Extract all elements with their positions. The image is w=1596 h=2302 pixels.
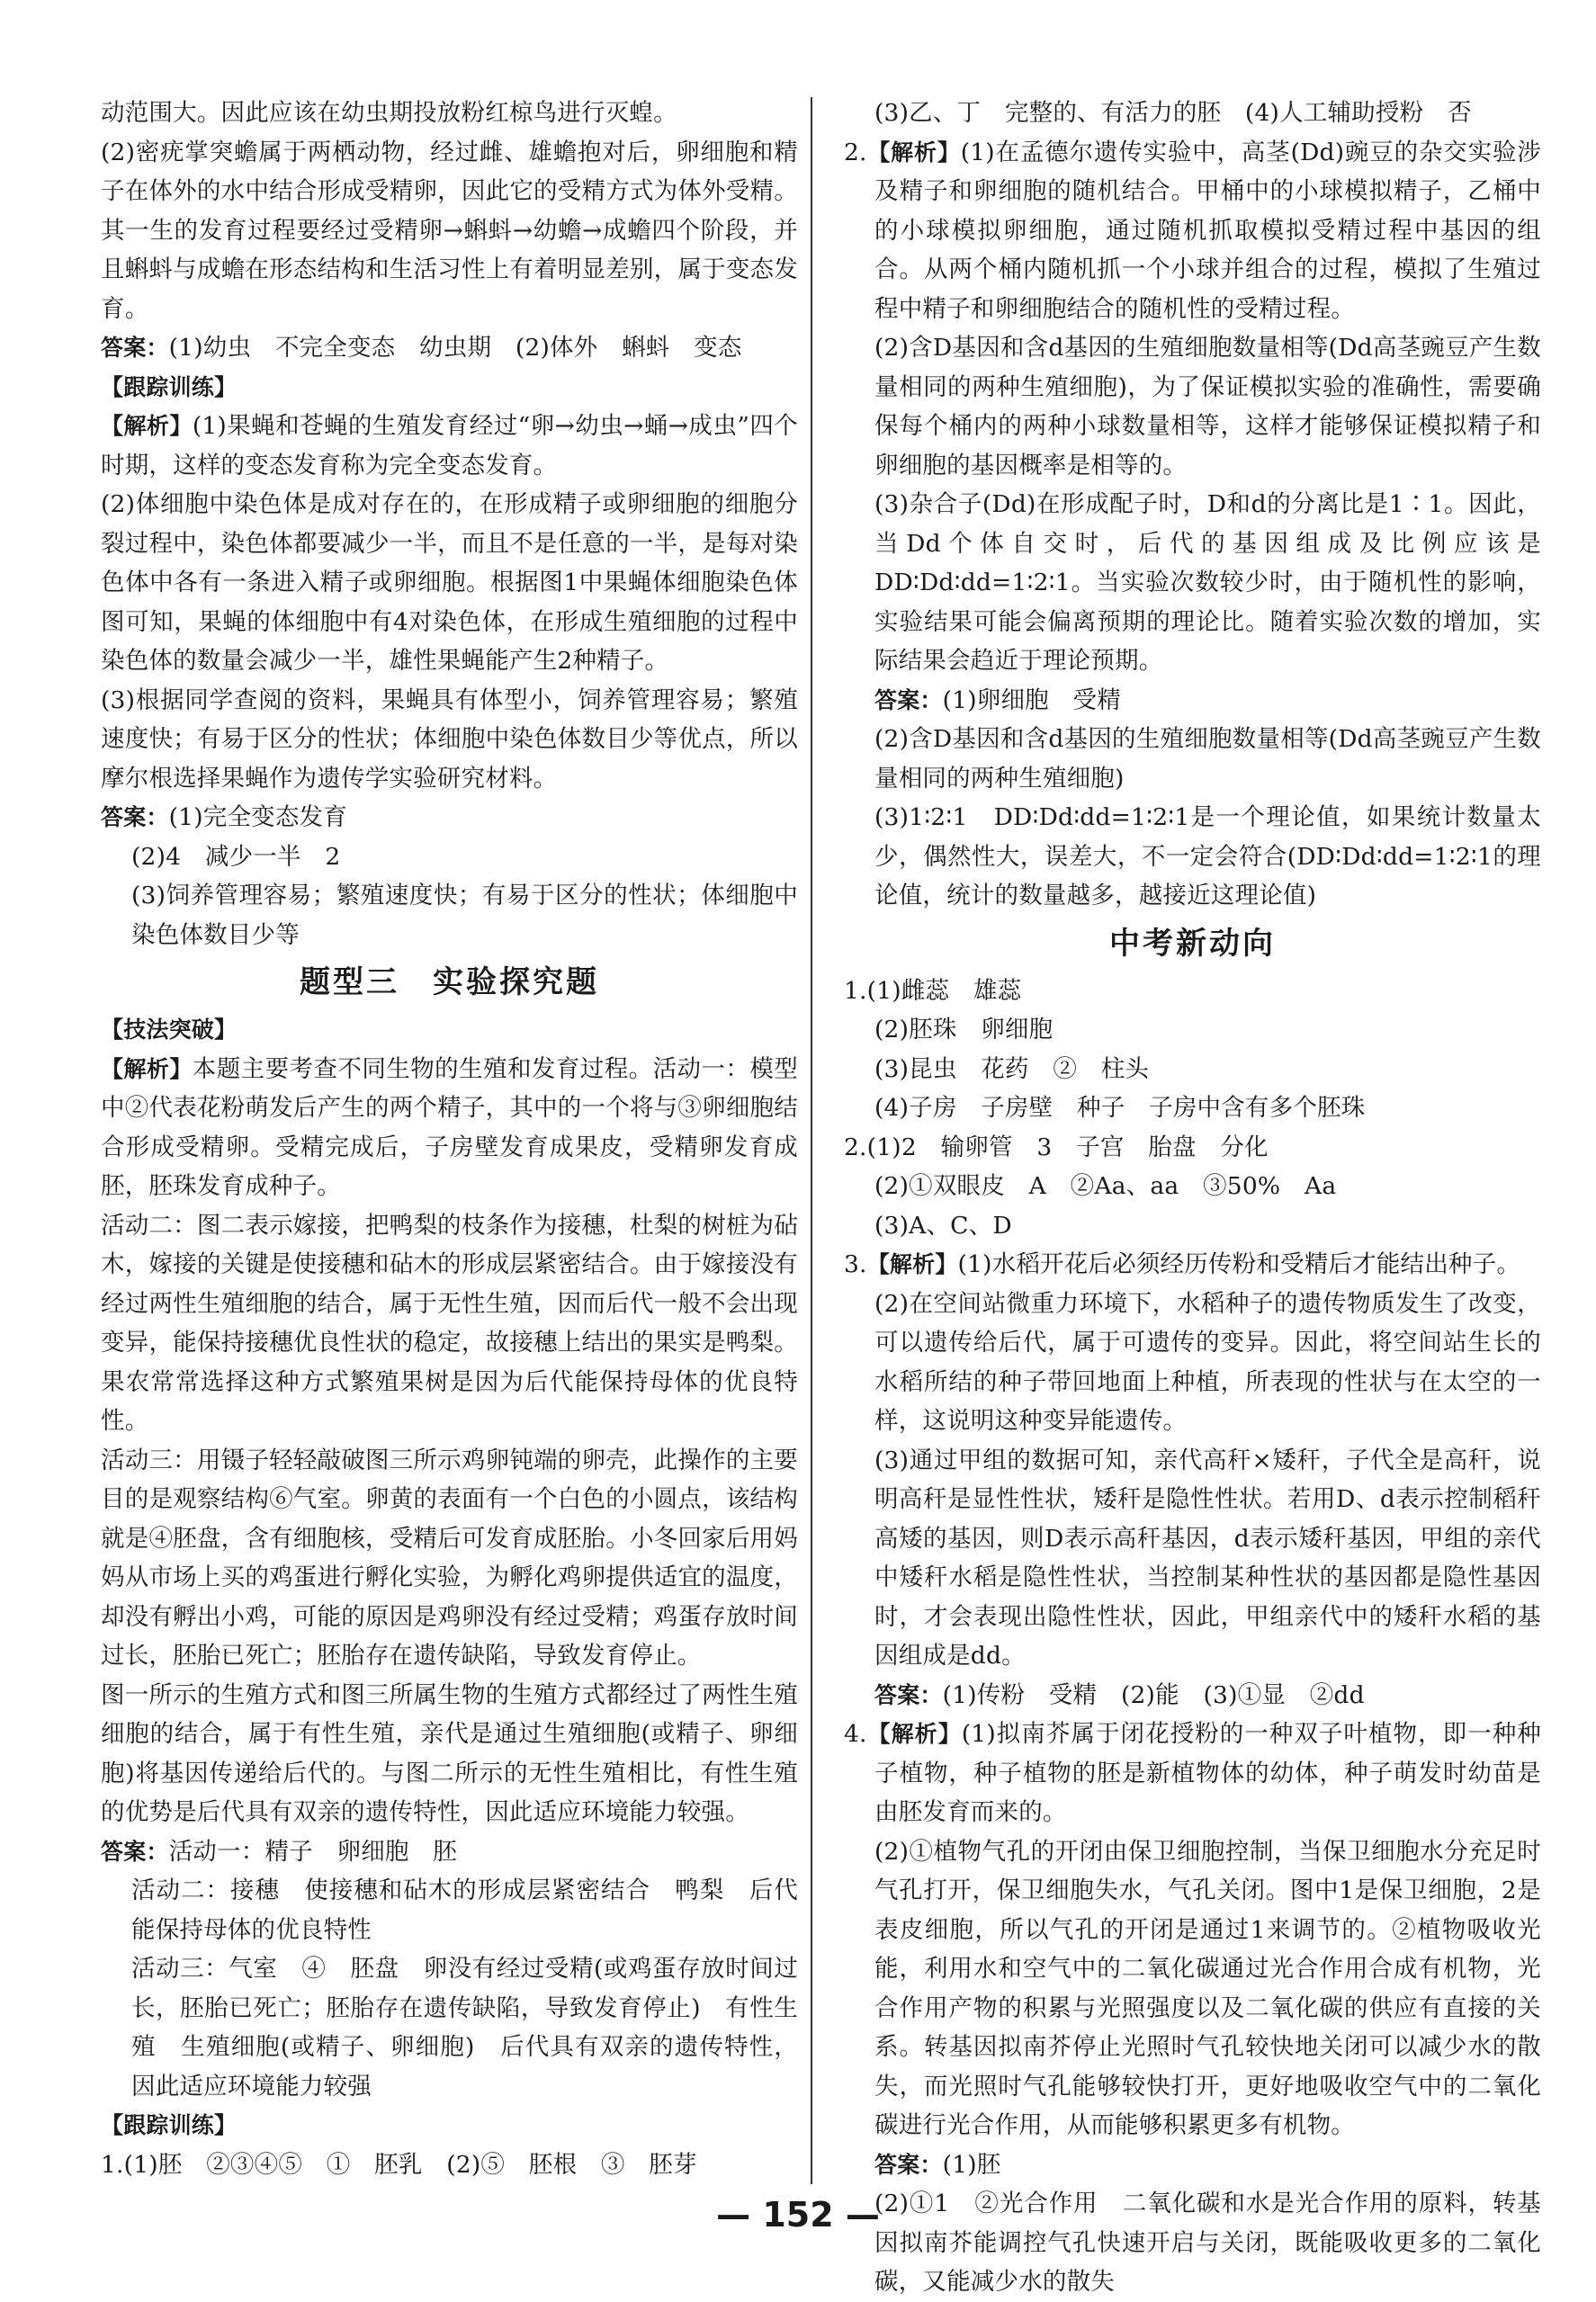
- answer-label: 答案：: [101, 1838, 169, 1865]
- paragraph: (2)4 减少一半 2: [131, 842, 341, 871]
- subsection-tag: 【跟踪训练】: [101, 2112, 238, 2138]
- paragraph: 动范围大。因此应该在幼虫期投放粉红椋鸟进行灭蝗。: [101, 99, 677, 127]
- subsection-tag: 【跟踪训练】: [101, 373, 238, 400]
- analysis-label: 【解析】: [866, 1721, 962, 1747]
- answer-label: 答案：: [874, 2151, 943, 2178]
- paragraph: (3)根据同学查阅的资料，果蝇具有体型小，饲养管理容易；繁殖速度快；有易于区分的性状；体细胞中染色体数目少等优点，所以摩尔根选择果蝇作为遗传学实验研究材料。: [101, 685, 798, 793]
- analysis-label: 【解析】: [866, 139, 961, 166]
- analysis-paragraph: [101, 407, 798, 485]
- answer-label: 答案：: [874, 686, 943, 713]
- answer-paragraph: [844, 2145, 1541, 2185]
- item-number: 3.: [844, 1250, 867, 1278]
- item-number: 4.: [844, 1720, 867, 1748]
- analysis-label: 【解析】: [866, 1251, 958, 1277]
- paragraph: (2)含D基因和含d基因的生殖细胞数量相等(Dd高茎豌豆产生数量相同的两种生殖细胞): [874, 725, 1541, 793]
- section-heading: 题型三 实验探究题: [300, 964, 599, 1000]
- answer-label: 答案：: [874, 1681, 943, 1708]
- answer-text: (1)卵细胞 受精: [942, 685, 1121, 714]
- analysis-text: (1)在孟德尔遗传实验中，高茎(Dd)豌豆的杂交实验涉及精子和卵细胞的随机结合。甲桶中的小球模拟精子，乙桶中的小球模拟卵细胞，通过随机抓取模拟受精过程中基因的组合。从两个桶内随机抓一个小球并组合的过程，模拟了生殖过程中精子和卵细胞结合的随机性的受精过程。: [874, 138, 1541, 323]
- paragraph: (2)密疣掌突蟾属于两栖动物，经过雌、雄蟾抱对后，卵细胞和精子在体外的水中结合形成受精卵，因此它的受精方式为体外受精。其一生的发育过程要经过受精卵→蝌蚪→幼蟾→成蟾四个阶段，并且蝌蚪与成蟾在形态结构和生活习性上有着明显差别，属于变态发育。: [101, 138, 798, 323]
- paragraph: (3)杂合子(Dd)在形成配子时，D和d的分离比是1∶1。因此，当Dd个体自交时，后代的基因组成及比例应该是DD∶Dd∶dd=1∶2∶1。当实验次数较少时，由于随机性的影响，实验结果可能会偏离预期的理论比。随着实验次数的增加，实际结果会趋近于理论预期。: [874, 490, 1541, 675]
- answer-paragraph: [844, 681, 1541, 721]
- answer-text: 活动一：精子 卵细胞 胚: [168, 1837, 458, 1866]
- answer-text: (1)幼虫 不完全变态 幼虫期 (2)体外 蝌蚪 变态: [168, 334, 742, 362]
- analysis-text: 本题主要考查不同生物的生殖和发育过程。活动一：模型中②代表花粉萌发后产生的两个精子，其中的一个将与③卵细胞结合形成受精卵。受精完成后，子房壁发育成果皮，受精卵发育成胚，胚珠发育成种子。: [101, 1054, 798, 1200]
- analysis-text: (1)果蝇和苍蝇的生殖发育经过“卵→幼虫→蛹→成虫”四个时期，这样的变态发育称为完全变态发育。: [101, 412, 798, 479]
- answer-paragraph: [101, 1832, 798, 1872]
- numbered-analysis: [844, 1245, 1541, 1285]
- paragraph: (2)含D基因和含d基因的生殖细胞数量相等(Dd高茎豌豆产生数量相同的两种生殖细胞)，为了保证模拟实验的准确性，需要确保每个桶内的两种小球数量相等，这样才能够保证模拟精子和卵细胞的基因概率是相等的。: [874, 334, 1541, 479]
- paragraph: (3)昆虫 花药 ② 柱头: [874, 1054, 1150, 1083]
- numbered-answer: 1.(1)胚 ②③④⑤ ① 胚乳 (2)⑤ 胚根 ③ 胚芽: [101, 2150, 697, 2179]
- paragraph: (2)①1 ②光合作用 二氧化碳和水是光合作用的原料，转基因拟南芥能调控气孔快速开启与关闭，既能吸收更多的二氧化碳，又能减少水的散失: [874, 2190, 1541, 2296]
- answer-paragraph: [101, 798, 798, 837]
- right-column: [844, 94, 1541, 2302]
- answer-paragraph: [101, 328, 798, 368]
- answer-label: 答案：: [101, 804, 169, 830]
- paragraph: (2)胚珠 卵细胞: [874, 1016, 1054, 1044]
- answer-text: (1)传粉 受精 (2)能 (3)①显 ②dd: [942, 1680, 1365, 1709]
- analysis-paragraph: [101, 1050, 798, 1206]
- paragraph: (4)子房 子房壁 种子 子房中含有多个胚珠: [874, 1094, 1366, 1122]
- paragraph: 活动二：接穗 使接穗和砧木的形成层紧密结合 鸭梨 后代能保持母体的优良特性: [131, 1877, 798, 1944]
- item-number: 2.: [844, 138, 867, 166]
- analysis-text: (1)拟南芥属于闭花授粉的一种双子叶植物，即一种种子植物，种子植物的胚是新植物体的幼体，种子萌发时幼苗是由胚发育而来的。: [874, 1720, 1541, 1826]
- paragraph: (3)乙、丁 完整的、有活力的胚 (4)人工辅助授粉 否: [874, 99, 1472, 127]
- paragraph: (3)饲养管理容易；繁殖速度快；有易于区分的性状；体细胞中染色体数目少等: [131, 882, 798, 949]
- paragraph: 活动三：用镊子轻轻敲破图三所示鸡卵钝端的卵壳，此操作的主要目的是观察结构⑥气室。卵黄的表面有一个白色的小圆点，该结构就是④胚盘，含有细胞核，受精后可发育成胚胎。小冬回家后用妈妈从市场上买的鸡蛋进行孵化实验，为孵化鸡卵提供适宜的温度，却没有孵出小鸡，可能的原因是鸡卵没有经过受精；鸡蛋存放时间过长，胚胎已死亡；胚胎存在遗传缺陷，导致发育停止。: [101, 1446, 798, 1670]
- paragraph: (3)1∶2∶1 DD∶Dd∶dd=1∶2∶1是一个理论值，如果统计数量太少，偶然性大，误差大，不一定会符合(DD∶Dd∶dd=1∶2∶1的理论值，统计的数量越多，越接近这理论值): [874, 803, 1541, 909]
- paragraph: 图一所示的生殖方式和图三所属生物的生殖方式都经过了两性生殖细胞的结合，属于有性生殖，亲代是通过生殖细胞(或精子、卵细胞)将基因传递给后代的。与图二所示的无性生殖相比，有性生殖的优势是后代具有双亲的遗传特性，因此适应环境能力较强。: [101, 1680, 798, 1826]
- subsection-tag: 【技法突破】: [101, 1017, 238, 1043]
- page-number: — 152 —: [716, 2195, 880, 2235]
- numbered-answer: 1.(1)雌蕊 雄蕊: [844, 976, 1022, 1005]
- paragraph: 活动二：图二表示嫁接，把鸭梨的枝条作为接穗，杜梨的树桩为砧木，嫁接的关键是使接穗和砧木的形成层紧密结合。由于嫁接没有经过两性生殖细胞的结合，属于无性生殖，因而后代一般不会出现变异，能保持接穗优良性状的稳定，故接穗上结出的果实是鸭梨。果农常常选择这种方式繁殖果树是因为后代能保持母体的优良特性。: [101, 1211, 798, 1435]
- numbered-analysis: [844, 133, 1541, 329]
- analysis-text: (1)水稻开花后必须经历传粉和受精后才能结出种子。: [957, 1250, 1521, 1278]
- answer-label: 答案：: [101, 335, 169, 361]
- numbered-answer: 2.(1)2 输卵管 3 子宫 胎盘 分化: [844, 1133, 1269, 1161]
- answer-paragraph: [844, 1676, 1541, 1715]
- analysis-label: 【解析】: [101, 1055, 193, 1082]
- paragraph: (2)在空间站微重力环境下，水稻种子的遗传物质发生了改变，可以遗传给后代，属于可遗传的变异。因此，将空间站生长的水稻所结的种子带回地面上种植，所表现的性状与在太空的一样，这说明这种变异能遗传。: [874, 1289, 1541, 1435]
- paragraph: 活动三：气室 ④ 胚盘 卵没有经过受精(或鸡蛋存放时间过长，胚胎已死亡；胚胎存在遗传缺陷，导致发育停止) 有性生殖 生殖细胞(或精子、卵细胞) 后代具有双亲的遗传特性，因此适应环境能力较强: [131, 1955, 798, 2100]
- left-column: [101, 94, 798, 2184]
- answer-text: (1)完全变态发育: [168, 803, 347, 831]
- answer-text: (1)胚: [942, 2150, 1001, 2179]
- column-divider: [811, 97, 812, 2184]
- section-heading: 中考新动向: [1109, 925, 1276, 962]
- paragraph: (2)①双眼皮 A ②Aa、aa ③50% Aa: [874, 1172, 1337, 1200]
- numbered-analysis: [844, 1715, 1541, 1832]
- analysis-label: 【解析】: [101, 413, 193, 439]
- paragraph: (2)①植物气孔的开闭由保卫细胞控制，当保卫细胞水分充足时气孔打开，保卫细胞失水，气孔关闭。图中1是保卫细胞，2是表皮细胞，所以气孔的开闭是通过1来调节的。②植物吸收光能，利用水和空气中的二氧化碳通过光合作用合成有机物，光合作用产物的积累与光照强度以及二氧化碳的供应有直接的关系。转基因拟南芥停止光照时气孔较快地关闭可以减少水的散失，而光照时气孔能够较快打开，更好地吸收空气中的二氧化碳进行光合作用，从而能够积累更多有机物。: [874, 1837, 1541, 2139]
- paragraph: (3)通过甲组的数据可知，亲代高秆×矮秆，子代全是高秆，说明高秆是显性性状，矮秆是隐性性状。若用D、d表示控制稻秆高矮的基因，则D表示高秆基因，d表示矮秆基因，甲组的亲代中矮秆水稻是隐性性状，当控制某种性状的基因都是隐性基因时，才会表现出隐性性状，因此，甲组亲代中的矮秆水稻的基因组成是dd。: [874, 1446, 1541, 1670]
- paragraph: (2)体细胞中染色体是成对存在的，在形成精子或卵细胞的细胞分裂过程中，染色体都要减少一半，而且不是任意的一半，是每对染色体中各有一条进入精子或卵细胞。根据图1中果蝇体细胞染色体图可知，果蝇的体细胞中有4对染色体，在形成生殖细胞的过程中染色体的数量会减少一半，雄性果蝇能产生2种精子。: [101, 490, 798, 675]
- paragraph: (3)A、C、D: [874, 1211, 1012, 1240]
